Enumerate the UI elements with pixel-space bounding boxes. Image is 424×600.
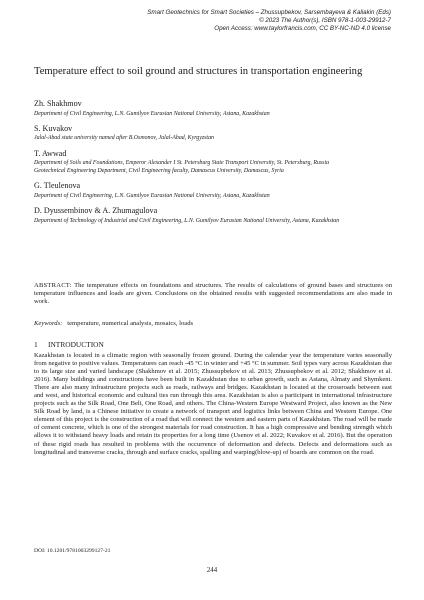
author-list: [34, 99, 394, 231]
author-name: G. Tleulenova: [34, 181, 81, 191]
keywords-label: Keywords:: [34, 320, 63, 327]
author-entry: [34, 206, 394, 225]
author-affiliation: Department of Technology of Industrial and Civil Engineering, L.N. Gumilyov Eurasian National University, Astana, Kazakhstan: [34, 217, 340, 224]
abstract-text: The temperature effects on foundations and structures. The results of calculations of ground bases and structures on temperature influences and loads are given. Conclusions on the obtained results with suggested recommendations are also made in work.: [34, 282, 392, 306]
keywords-text: temperature, numerical analysis, mosaics, loads: [67, 320, 194, 327]
abstract: [34, 282, 392, 307]
introduction-paragraph: Kazakhstan is located in a climatic region with seasonally frozen ground. During the calendar year the temperature varies seasonally from negative to positive values. Temperatures can reach -45 °C in winter and +45 °C in summer. Soil types vary across Kazakhstan due to its large size and varied landscape (Shakhmov et al. 2015; Zhussupbekov et al. 2013; Zhussupbekov et al. 2012; Shakhmov et al. 2016). Many buildings and constructions have been built in Kazakhstan due to urban growth, such as Astana, Almaty and Shymkent. There are also many infrastructure projects such as roads, railways and bridges. Kazakhstan is located at the crossroads between east and west, and historical economic and cultural ties run through this area. Kazakhstan is also a participant in international infrastructure projects such as the Silk Road, One Belt, One Road, and others. The China-Western Europe Westward Project, also known as the New Silk Road by land, is a Chinese initiative to create a network of transport and logistics links between China and Western Europe. One element of this project is the construction of a road that will connect the western and eastern parts of Kazakhstan. The road will be made of cement concrete, which is one of the strongest materials for road construction. It has a high compressive and bending strength which allows it to withstand heavy loads and retain its properties for a long time (Usenov et al. 2022; Kuvakov et al. 2016). But the operation of these rigid roads has resulted in problems with the occurrence of deformation and defects. Defects and deformations such as longitudinal and transverse cracks, through and surface cracks, spalling and warping(blow-up) of boards are common on the road.: [34, 352, 392, 456]
abstract-label: ABSTRACT:: [34, 282, 72, 289]
author-entry: [34, 99, 394, 118]
author-entry: [34, 149, 394, 175]
section-number: 1: [34, 340, 38, 349]
running-header: [71, 9, 391, 32]
author-affiliation: Department of Civil Engineering, L.N. Gumilyov Eurasian National University, Astana, Kazakhstan: [34, 110, 270, 117]
page-number: 244: [206, 567, 218, 574]
header-license-line: Open Access: www.taylorfrancis.com, CC BY-NC-ND 4.0 license: [214, 24, 391, 32]
author-affiliation: Department of Civil Engineering, L.N. Gumilyov Eurasian National University, Astana, Kazakhstan: [34, 192, 270, 199]
doi-footer: DOI: 10.1201/9781003299127-21: [34, 548, 111, 554]
author-affiliation: Jalal-Abad state university named after B.Osmonov, Jalal-Abad, Kyrgyzstan: [34, 135, 214, 142]
author-affiliation-secondary: Geotechnical Engineering Department, Civil Engineering faculty, Damascus University, Damascus, Syria: [34, 167, 284, 174]
author-name: Zh. Shakhmov: [34, 99, 82, 108]
keywords: [34, 320, 392, 328]
author-affiliation: Department of Soils and Foundations, Emperor Alexander I St. Petersburg State Transport University, St. Petersburg, Russia: [34, 160, 330, 167]
author-name: S. Kuvakov: [34, 123, 73, 133]
section-title: INTRODUCTION: [48, 340, 104, 349]
header-book-line: Smart Geotechnics for Smart Societies – Zhussupbekov, Sarsembayeva & Kaliakin (Eds): [147, 9, 391, 16]
author-entry: [34, 124, 394, 143]
paper-title: Temperature effect to soil ground and structures in transportation engineering: [34, 66, 363, 77]
section-heading: [34, 340, 104, 349]
author-name: T. Awwad: [34, 148, 67, 158]
header-isbn-line: © 2023 The Author(s), ISBN 978-1-003-29912-7: [259, 16, 391, 24]
author-entry: [34, 181, 394, 200]
author-name: D. Dyussembinov & A. Zhumagulova: [34, 206, 158, 216]
